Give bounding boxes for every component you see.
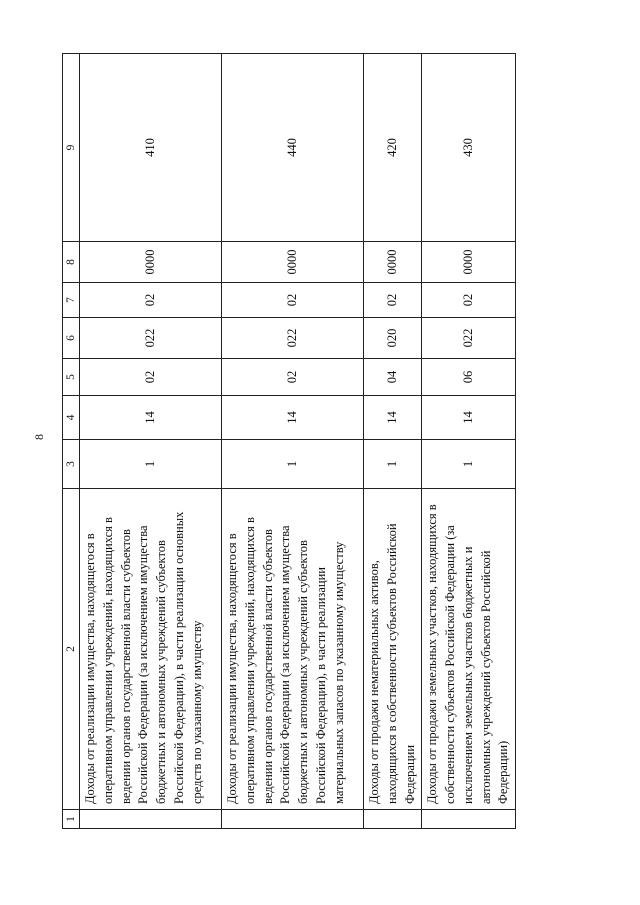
row-4-col-6: 022 [422,318,516,359]
row-1-col-1 [80,810,222,829]
row-2-col-3: 1 [222,440,364,489]
rotated-table-container [62,54,511,829]
row-1-col-5: 02 [80,359,222,396]
header-cell-7: 7 [63,283,80,318]
row-2-col-6: 022 [222,318,364,359]
revenue-classification-table [62,53,516,829]
table-row [222,54,364,829]
row-2-col-5: 02 [222,359,364,396]
row-4-col-8: 0000 [422,242,516,283]
row-3-col-9: 420 [364,54,422,242]
row-4-col-4: 14 [422,396,516,440]
table-row [80,54,222,829]
header-cell-5: 5 [63,359,80,396]
row-1-col-8: 0000 [80,242,222,283]
header-cell-1: 1 [63,810,80,829]
header-cell-2: 2 [63,489,80,810]
table-row [422,54,516,829]
header-cell-8: 8 [63,242,80,283]
row-2-col-1 [222,810,364,829]
row-2-col-4: 14 [222,396,364,440]
row-2-col-8: 0000 [222,242,364,283]
row-2-col-7: 02 [222,283,364,318]
row-1-col-4: 14 [80,396,222,440]
row-3-col-1 [364,810,422,829]
header-cell-9: 9 [63,54,80,242]
row-1-col-6: 022 [80,318,222,359]
row-4-description: Доходы от продажи земельных участков, находящихся в собственности субъектов Российской Федерации (за исключением земельных участков бюджетных и автономных учреждений субъектов Российской Федерации) [422,489,516,810]
table-row [364,54,422,829]
row-3-description: Доходы от продажи нематериальных активов, находящихся в собственности субъектов Российской Федерации [364,489,422,810]
header-cell-4: 4 [63,396,80,440]
row-3-col-3: 1 [364,440,422,489]
page-number: 8 [32,434,46,440]
row-4-col-9: 430 [422,54,516,242]
row-3-col-7: 02 [364,283,422,318]
row-3-col-4: 14 [364,396,422,440]
row-2-col-9: 440 [222,54,364,242]
row-1-col-3: 1 [80,440,222,489]
row-4-col-3: 1 [422,440,516,489]
row-1-description: Доходы от реализации имущества, находящегося в оперативном управлении учреждений, находящихся в ведении органов государственной власти субъектов Российской Федерации (за исключением имущества бюджетных и автономных учреждений субъектов Российской Федерации), в части реализации основных средств по указанному имуществу [80,489,222,810]
row-4-col-1 [422,810,516,829]
row-4-col-7: 02 [422,283,516,318]
row-3-col-6: 020 [364,318,422,359]
row-2-description: Доходы от реализации имущества, находящегося в оперативном управлении учреждений, находящихся в ведении органов государственной власти субъектов Российской Федерации (за исключением имущества бюджетных и автономных учреждений субъектов Российской Федерации), в части реализации материальных запасов по указанному имуществу [222,489,364,810]
row-1-col-7: 02 [80,283,222,318]
row-3-col-5: 04 [364,359,422,396]
header-cell-6: 6 [63,318,80,359]
row-4-col-5: 06 [422,359,516,396]
row-1-col-9: 410 [80,54,222,242]
row-3-col-8: 0000 [364,242,422,283]
header-row [63,54,80,829]
header-cell-3: 3 [63,440,80,489]
